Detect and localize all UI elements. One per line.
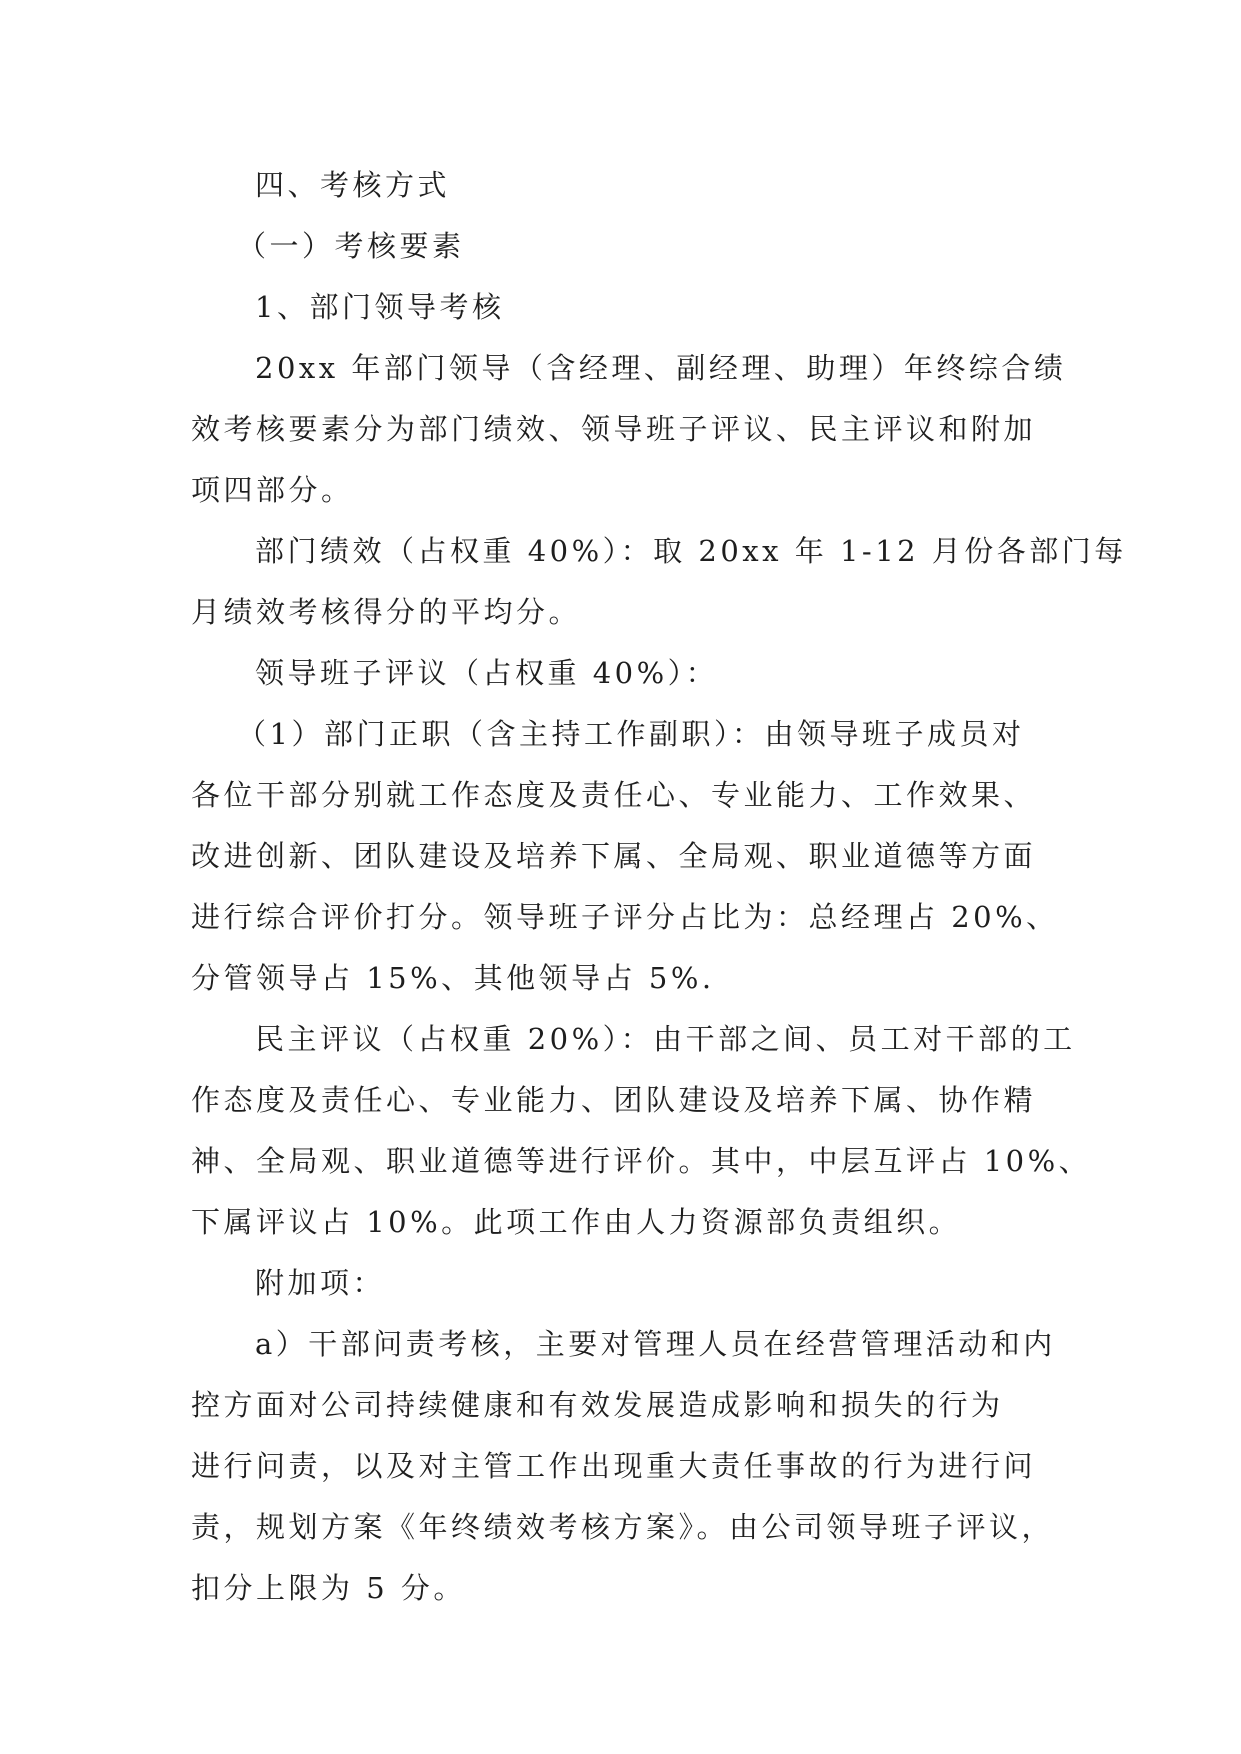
paragraph-line: （1）部门正职（含主持工作副职）：由领导班子成员对: [237, 717, 1025, 751]
paragraph-line: a）干部问责考核，主要对管理人员在经营管理活动和内: [255, 1327, 1056, 1361]
paragraph-line: 下属评议占 10%。此项工作由人力资源部负责组织。: [191, 1205, 962, 1239]
paragraph-line: 控方面对公司持续健康和有效发展造成影响和损失的行为: [191, 1388, 1004, 1422]
document-body: [191, 155, 1127, 1619]
paragraph-line: 神、全局观、职业道德等进行评价。其中，中层互评占 10%、: [191, 1144, 1092, 1178]
paragraph-line: 进行综合评价打分。领导班子评分占比为：总经理占 20%、: [191, 900, 1059, 934]
paragraph-line: 各位干部分别就工作态度及责任心、专业能力、工作效果、: [191, 778, 1037, 812]
paragraph-line: 民主评议（占权重 20%）：由干部之间、员工对干部的工: [255, 1022, 1076, 1056]
paragraph-line: 改进创新、团队建设及培养下属、全局观、职业道德等方面: [191, 839, 1037, 873]
paragraph-line: 扣分上限为 5 分。: [191, 1571, 466, 1605]
paragraph-line: 进行问责，以及对主管工作出现重大责任事故的行为进行问: [191, 1449, 1037, 1483]
paragraph-line: 项四部分。: [191, 473, 354, 507]
paragraph-line: 部门绩效（占权重 40%）：取 20xx 年 1-12 月份各部门每: [255, 534, 1127, 568]
item-heading: 1、部门领导考核: [255, 290, 505, 324]
subsection-heading: （一）考核要素: [237, 229, 465, 263]
paragraph-line: 附加项：: [255, 1266, 386, 1300]
paragraph-line: 月绩效考核得分的平均分。: [191, 595, 582, 629]
paragraph-line: 效考核要素分为部门绩效、领导班子评议、民主评议和附加: [191, 412, 1037, 446]
paragraph-line: 领导班子评议（占权重 40%）：: [255, 656, 719, 690]
paragraph-line: 分管领导占 15%、其他领导占 5%.: [191, 961, 715, 995]
paragraph-line: 作态度及责任心、专业能力、团队建设及培养下属、协作精: [191, 1083, 1037, 1117]
paragraph-line: 20xx 年部门领导（含经理、副经理、助理）年终综合绩: [255, 351, 1067, 385]
paragraph-line: 责，规划方案《年终绩效考核方案》。由公司领导班子评议，: [191, 1510, 1055, 1544]
section-heading: 四、考核方式: [255, 168, 451, 202]
